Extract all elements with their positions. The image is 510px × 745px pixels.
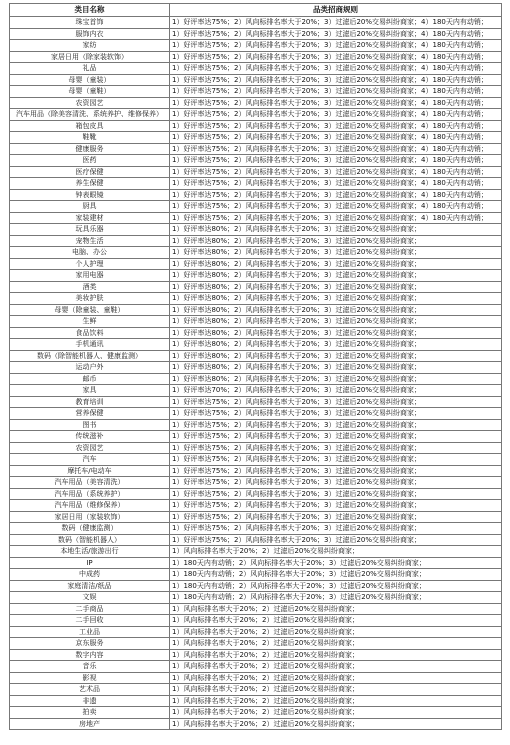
category-cell: 钟表眼镜 xyxy=(10,189,170,201)
category-cell: 房地产 xyxy=(10,718,170,730)
table-row xyxy=(10,488,502,500)
table-row xyxy=(10,281,502,293)
rule-cell: 1）好评率达75%；2）风向标排名率大于20%；3）过滤后20%交易纠纷商家； xyxy=(170,465,502,477)
category-cell: 汽车用品（除美容清洗、系统养护、维修保养） xyxy=(10,109,170,121)
table-row xyxy=(10,109,502,121)
rule-cell: 1）风向标排名率大于20%；2）过滤后20%交易纠纷商家； xyxy=(170,695,502,707)
table-row xyxy=(10,143,502,155)
rule-cell: 1）180天内有动销；2）风向标排名率大于20%；3）过滤后20%交易纠纷商家； xyxy=(170,592,502,604)
category-cell: 二手商品 xyxy=(10,603,170,615)
category-cell: 家装建材 xyxy=(10,212,170,224)
category-cell: IP xyxy=(10,557,170,569)
table-row xyxy=(10,120,502,132)
rule-cell: 1）好评率达75%；2）风向标排名率大于20%；3）过滤后20%交易纠纷商家； xyxy=(170,477,502,489)
table-row xyxy=(10,442,502,454)
table-row xyxy=(10,304,502,316)
table-row xyxy=(10,293,502,305)
rule-cell: 1）好评率达80%；2）风向标排名率大于20%；3）过滤后20%交易纠纷商家； xyxy=(170,339,502,351)
category-cell: 家居日用（家装软饰） xyxy=(10,511,170,523)
category-cell: 家具 xyxy=(10,385,170,397)
table-row xyxy=(10,684,502,696)
table-row xyxy=(10,373,502,385)
table-row xyxy=(10,270,502,282)
category-cell: 二手回收 xyxy=(10,615,170,627)
table-row xyxy=(10,212,502,224)
rule-cell: 1）风向标排名率大于20%；2）过滤后20%交易纠纷商家； xyxy=(170,638,502,650)
category-cell: 营养保健 xyxy=(10,408,170,420)
category-cell: 非遗 xyxy=(10,695,170,707)
category-cell: 电脑、办公 xyxy=(10,247,170,259)
category-cell: 汽车用品（维修保养） xyxy=(10,500,170,512)
category-cell: 母婴（童鞋） xyxy=(10,86,170,98)
table-row xyxy=(10,626,502,638)
table-row xyxy=(10,477,502,489)
rule-cell: 1）好评率达75%；2）风向标排名率大于20%；3）过滤后20%交易纠纷商家；4）180天内有动销； xyxy=(170,189,502,201)
table-row xyxy=(10,649,502,661)
category-cell: 家庭清洁/纸品 xyxy=(10,580,170,592)
table-header-row xyxy=(10,4,502,17)
rule-cell: 1）好评率达80%；2）风向标排名率大于20%；3）过滤后20%交易纠纷商家； xyxy=(170,327,502,339)
category-cell: 传统滋补 xyxy=(10,431,170,443)
rule-cell: 1）风向标排名率大于20%；2）过滤后20%交易纠纷商家； xyxy=(170,649,502,661)
category-cell: 文娱 xyxy=(10,592,170,604)
rule-cell: 1）风向标排名率大于20%；2）过滤后20%交易纠纷商家； xyxy=(170,684,502,696)
category-cell: 影视 xyxy=(10,672,170,684)
rule-cell: 1）好评率达75%；2）风向标排名率大于20%；3）过滤后20%交易纠纷商家； xyxy=(170,500,502,512)
rule-cell: 1）好评率达75%；2）风向标排名率大于20%；3）过滤后20%交易纠纷商家；4）180天内有动销； xyxy=(170,201,502,213)
category-cell: 数码（除智能机器人、健康监测） xyxy=(10,350,170,362)
rule-cell: 1）好评率达80%；2）风向标排名率大于20%；3）过滤后20%交易纠纷商家； xyxy=(170,235,502,247)
rule-cell: 1）好评率达75%；2）风向标排名率大于20%；3）过滤后20%交易纠纷商家；4）180天内有动销； xyxy=(170,40,502,52)
table-row xyxy=(10,362,502,374)
category-cell: 农资园艺 xyxy=(10,97,170,109)
rule-cell: 1）好评率达80%；2）风向标排名率大于20%；3）过滤后20%交易纠纷商家； xyxy=(170,373,502,385)
rule-cell: 1）好评率达70%；2）风向标排名率大于20%；3）过滤后20%交易纠纷商家； xyxy=(170,385,502,397)
table-row xyxy=(10,534,502,546)
category-cell: 汽车 xyxy=(10,454,170,466)
table-row xyxy=(10,408,502,420)
rule-cell: 1）风向标排名率大于20%；2）过滤后20%交易纠纷商家； xyxy=(170,672,502,684)
category-cell: 医疗保健 xyxy=(10,166,170,178)
table-row xyxy=(10,247,502,259)
rule-cell: 1）好评率达80%；2）风向标排名率大于20%；3）过滤后20%交易纠纷商家； xyxy=(170,270,502,282)
rule-cell: 1）风向标排名率大于20%；2）过滤后20%交易纠纷商家； xyxy=(170,707,502,719)
category-cell: 手机通讯 xyxy=(10,339,170,351)
table-row xyxy=(10,28,502,40)
table-row xyxy=(10,615,502,627)
table-row xyxy=(10,523,502,535)
category-cell: 食品饮料 xyxy=(10,327,170,339)
rule-cell: 1）好评率达75%；2）风向标排名率大于20%；3）过滤后20%交易纠纷商家；4）180天内有动销； xyxy=(170,74,502,86)
rule-cell: 1）好评率达80%；2）风向标排名率大于20%；3）过滤后20%交易纠纷商家； xyxy=(170,362,502,374)
header-rule: 品类招商规则 xyxy=(170,4,502,17)
table-row xyxy=(10,166,502,178)
table-row xyxy=(10,316,502,328)
table-row xyxy=(10,546,502,558)
table-row xyxy=(10,396,502,408)
category-cell: 酒类 xyxy=(10,281,170,293)
table-row xyxy=(10,327,502,339)
rule-cell: 1）好评率达75%；2）风向标排名率大于20%；3）过滤后20%交易纠纷商家；4）180天内有动销； xyxy=(170,166,502,178)
rule-cell: 1）风向标排名率大于20%；2）过滤后20%交易纠纷商家； xyxy=(170,546,502,558)
table-row xyxy=(10,431,502,443)
table-row xyxy=(10,580,502,592)
table-row xyxy=(10,385,502,397)
table-row xyxy=(10,40,502,52)
table-row xyxy=(10,74,502,86)
rule-cell: 1）好评率达80%；2）风向标排名率大于20%；3）过滤后20%交易纠纷商家； xyxy=(170,258,502,270)
table-row xyxy=(10,465,502,477)
category-cell: 农资园艺 xyxy=(10,442,170,454)
category-cell: 数码（智能机器人） xyxy=(10,534,170,546)
rule-cell: 1）好评率达80%；2）风向标排名率大于20%；3）过滤后20%交易纠纷商家； xyxy=(170,304,502,316)
table-row xyxy=(10,557,502,569)
rule-cell: 1）好评率达75%；2）风向标排名率大于20%；3）过滤后20%交易纠纷商家；4）180天内有动销； xyxy=(170,109,502,121)
rule-cell: 1）好评率达80%；2）风向标排名率大于20%；3）过滤后20%交易纠纷商家； xyxy=(170,224,502,236)
rule-cell: 1）好评率达75%；2）风向标排名率大于20%；3）过滤后20%交易纠纷商家； xyxy=(170,488,502,500)
rule-cell: 1）好评率达75%；2）风向标排名率大于20%；3）过滤后20%交易纠纷商家； xyxy=(170,523,502,535)
category-cell: 中成药 xyxy=(10,569,170,581)
rule-cell: 1）好评率达75%；2）风向标排名率大于20%；3）过滤后20%交易纠纷商家；4）180天内有动销； xyxy=(170,155,502,167)
category-cell: 艺术品 xyxy=(10,684,170,696)
category-cell: 个人护理 xyxy=(10,258,170,270)
category-cell: 鞋靴 xyxy=(10,132,170,144)
table-row xyxy=(10,224,502,236)
table-row xyxy=(10,17,502,29)
rule-cell: 1）好评率达75%；2）风向标排名率大于20%；3）过滤后20%交易纠纷商家；4）180天内有动销； xyxy=(170,63,502,75)
rule-cell: 1）好评率达75%；2）风向标排名率大于20%；3）过滤后20%交易纠纷商家；4）180天内有动销； xyxy=(170,132,502,144)
category-cell: 汽车用品（美容清洗） xyxy=(10,477,170,489)
rule-cell: 1）好评率达80%；2）风向标排名率大于20%；3）过滤后20%交易纠纷商家； xyxy=(170,316,502,328)
category-cell: 本地生活/旅游出行 xyxy=(10,546,170,558)
category-cell: 玩具乐器 xyxy=(10,224,170,236)
rule-cell: 1）好评率达75%；2）风向标排名率大于20%；3）过滤后20%交易纠纷商家； xyxy=(170,419,502,431)
table-row xyxy=(10,419,502,431)
category-cell: 礼品 xyxy=(10,63,170,75)
rule-cell: 1）好评率达75%；2）风向标排名率大于20%；3）过滤后20%交易纠纷商家；4）180天内有动销； xyxy=(170,28,502,40)
category-cell: 汽车用品（系统养护） xyxy=(10,488,170,500)
rule-cell: 1）好评率达75%；2）风向标排名率大于20%；3）过滤后20%交易纠纷商家； xyxy=(170,431,502,443)
table-row xyxy=(10,86,502,98)
table-body xyxy=(10,17,502,730)
category-cell: 拍卖 xyxy=(10,707,170,719)
rule-cell: 1）风向标排名率大于20%；2）过滤后20%交易纠纷商家； xyxy=(170,718,502,730)
rule-cell: 1）好评率达75%；2）风向标排名率大于20%；3）过滤后20%交易纠纷商家； xyxy=(170,442,502,454)
category-cell: 工业品 xyxy=(10,626,170,638)
table-row xyxy=(10,235,502,247)
table-row xyxy=(10,350,502,362)
table-row xyxy=(10,511,502,523)
category-cell: 图书 xyxy=(10,419,170,431)
category-cell: 珠宝首饰 xyxy=(10,17,170,29)
table-row xyxy=(10,454,502,466)
rule-cell: 1）风向标排名率大于20%；2）过滤后20%交易纠纷商家； xyxy=(170,661,502,673)
category-rules-table xyxy=(9,3,502,730)
table-row xyxy=(10,718,502,730)
table-row xyxy=(10,132,502,144)
category-cell: 生鲜 xyxy=(10,316,170,328)
rule-cell: 1）好评率达75%；2）风向标排名率大于20%；3）过滤后20%交易纠纷商家；4）180天内有动销； xyxy=(170,143,502,155)
rule-cell: 1）好评率达75%；2）风向标排名率大于20%；3）过滤后20%交易纠纷商家；4）180天内有动销； xyxy=(170,97,502,109)
category-cell: 母婴（除童装、童鞋） xyxy=(10,304,170,316)
category-cell: 邮币 xyxy=(10,373,170,385)
table-row xyxy=(10,339,502,351)
category-cell: 家用电器 xyxy=(10,270,170,282)
category-cell: 运动户外 xyxy=(10,362,170,374)
category-cell: 厨具 xyxy=(10,201,170,213)
rule-cell: 1）180天内有动销；2）风向标排名率大于20%；3）过滤后20%交易纠纷商家； xyxy=(170,569,502,581)
table-row xyxy=(10,155,502,167)
rule-cell: 1）好评率达75%；2）风向标排名率大于20%；3）过滤后20%交易纠纷商家；4）180天内有动销； xyxy=(170,178,502,190)
rule-cell: 1）好评率达75%；2）风向标排名率大于20%；3）过滤后20%交易纠纷商家； xyxy=(170,534,502,546)
rule-cell: 1）180天内有动销；2）风向标排名率大于20%；3）过滤后20%交易纠纷商家； xyxy=(170,557,502,569)
table-row xyxy=(10,695,502,707)
category-cell: 数字内容 xyxy=(10,649,170,661)
rule-cell: 1）好评率达75%；2）风向标排名率大于20%；3）过滤后20%交易纠纷商家； xyxy=(170,396,502,408)
table-row xyxy=(10,661,502,673)
rule-cell: 1）好评率达75%；2）风向标排名率大于20%；3）过滤后20%交易纠纷商家； xyxy=(170,408,502,420)
category-cell: 箱包皮具 xyxy=(10,120,170,132)
rule-cell: 1）好评率达75%；2）风向标排名率大于20%；3）过滤后20%交易纠纷商家；4）180天内有动销； xyxy=(170,120,502,132)
category-cell: 医药 xyxy=(10,155,170,167)
rules-table-container xyxy=(9,3,501,730)
category-cell: 家居日用（除家装软饰） xyxy=(10,51,170,63)
table-row xyxy=(10,201,502,213)
category-cell: 服饰内衣 xyxy=(10,28,170,40)
table-row xyxy=(10,63,502,75)
rule-cell: 1）好评率达75%；2）风向标排名率大于20%；3）过滤后20%交易纠纷商家；4）180天内有动销； xyxy=(170,51,502,63)
category-cell: 京东服务 xyxy=(10,638,170,650)
category-cell: 美妆护肤 xyxy=(10,293,170,305)
table-row xyxy=(10,603,502,615)
table-row xyxy=(10,592,502,604)
category-cell: 健康服务 xyxy=(10,143,170,155)
category-cell: 宠物生活 xyxy=(10,235,170,247)
table-row xyxy=(10,500,502,512)
category-cell: 音乐 xyxy=(10,661,170,673)
category-cell: 家纺 xyxy=(10,40,170,52)
category-cell: 教育培训 xyxy=(10,396,170,408)
rule-cell: 1）好评率达75%；2）风向标排名率大于20%；3）过滤后20%交易纠纷商家；4）180天内有动销； xyxy=(170,212,502,224)
rule-cell: 1）风向标排名率大于20%；2）过滤后20%交易纠纷商家； xyxy=(170,603,502,615)
category-cell: 母婴（童装） xyxy=(10,74,170,86)
rule-cell: 1）好评率达75%；2）风向标排名率大于20%；3）过滤后20%交易纠纷商家；4）180天内有动销； xyxy=(170,17,502,29)
rule-cell: 1）好评率达75%；2）风向标排名率大于20%；3）过滤后20%交易纠纷商家； xyxy=(170,454,502,466)
category-cell: 数码（健康监测） xyxy=(10,523,170,535)
header-category: 类目名称 xyxy=(10,4,170,17)
table-row xyxy=(10,569,502,581)
rule-cell: 1）好评率达75%；2）风向标排名率大于20%；3）过滤后20%交易纠纷商家； xyxy=(170,511,502,523)
category-cell: 养生保健 xyxy=(10,178,170,190)
rule-cell: 1）好评率达80%；2）风向标排名率大于20%；3）过滤后20%交易纠纷商家； xyxy=(170,281,502,293)
rule-cell: 1）风向标排名率大于20%；2）过滤后20%交易纠纷商家； xyxy=(170,626,502,638)
table-row xyxy=(10,707,502,719)
table-row xyxy=(10,638,502,650)
rule-cell: 1）好评率达80%；2）风向标排名率大于20%；3）过滤后20%交易纠纷商家； xyxy=(170,247,502,259)
table-row xyxy=(10,178,502,190)
rule-cell: 1）180天内有动销；2）风向标排名率大于20%；3）过滤后20%交易纠纷商家； xyxy=(170,580,502,592)
table-row xyxy=(10,258,502,270)
rule-cell: 1）风向标排名率大于20%；2）过滤后20%交易纠纷商家； xyxy=(170,615,502,627)
table-row xyxy=(10,672,502,684)
table-row xyxy=(10,97,502,109)
table-row xyxy=(10,189,502,201)
rule-cell: 1）好评率达80%；2）风向标排名率大于20%；3）过滤后20%交易纠纷商家； xyxy=(170,350,502,362)
rule-cell: 1）好评率达80%；2）风向标排名率大于20%；3）过滤后20%交易纠纷商家； xyxy=(170,293,502,305)
table-row xyxy=(10,51,502,63)
category-cell: 摩托车/电动车 xyxy=(10,465,170,477)
rule-cell: 1）好评率达75%；2）风向标排名率大于20%；3）过滤后20%交易纠纷商家；4）180天内有动销； xyxy=(170,86,502,98)
